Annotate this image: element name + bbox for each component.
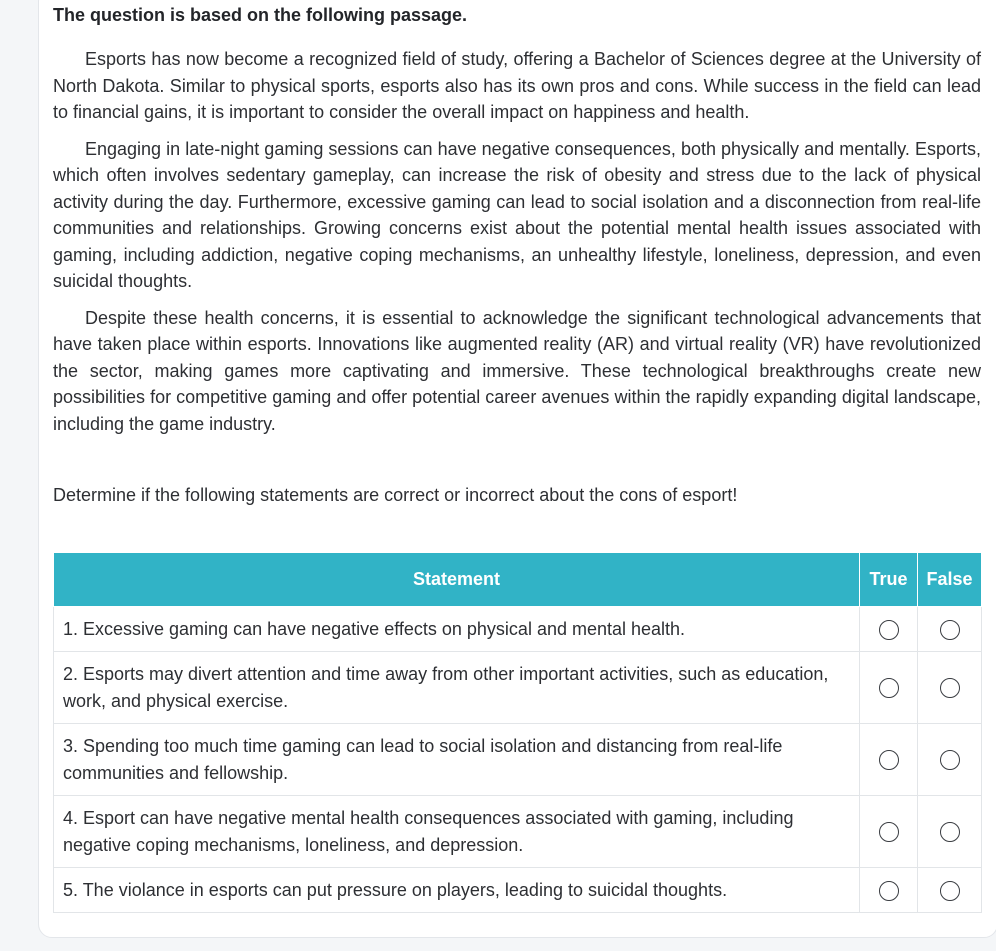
false-radio-4[interactable] bbox=[940, 822, 960, 842]
true-radio-5[interactable] bbox=[879, 881, 899, 901]
false-radio-2[interactable] bbox=[940, 678, 960, 698]
table-row bbox=[54, 652, 982, 724]
false-cell-3 bbox=[918, 724, 982, 796]
passage-paragraph-1: Esports has now become a recognized field of study, offering a Bachelor of Sciences degree at the University of North Dakota. Similar to physical sports, esports also has its own pros and cons. While success in the field can lead to financial gains, it is important to consider the overall impact on happiness and health. bbox=[53, 49, 981, 122]
true-radio-2[interactable] bbox=[879, 678, 899, 698]
table-row bbox=[54, 796, 982, 868]
false-radio-1[interactable] bbox=[940, 620, 960, 640]
true-cell-3 bbox=[860, 724, 918, 796]
true-cell-5 bbox=[860, 868, 918, 913]
false-cell-4 bbox=[918, 796, 982, 868]
true-cell-2 bbox=[860, 652, 918, 724]
statement-5: 5. The violance in esports can put pressure on players, leading to suicidal thoughts. bbox=[54, 868, 860, 913]
true-cell-1 bbox=[860, 607, 918, 652]
false-radio-5[interactable] bbox=[940, 881, 960, 901]
true-radio-4[interactable] bbox=[879, 822, 899, 842]
statement-1: 1. Excessive gaming can have negative effects on physical and mental health. bbox=[54, 607, 860, 652]
table-header-row bbox=[54, 553, 982, 607]
false-cell-1 bbox=[918, 607, 982, 652]
statement-3: 3. Spending too much time gaming can lead to social isolation and distancing from real-life communities and fellowship. bbox=[54, 724, 860, 796]
question-instruction: Determine if the following statements are correct or incorrect about the cons of esport! bbox=[53, 485, 738, 505]
question-content bbox=[53, 4, 981, 507]
false-radio-3[interactable] bbox=[940, 750, 960, 770]
statement-4: 4. Esport can have negative mental health consequences associated with gaming, including negative coping mechanisms, loneliness, and depression. bbox=[54, 796, 860, 868]
header-true: True bbox=[860, 553, 918, 607]
true-radio-1[interactable] bbox=[879, 620, 899, 640]
statement-table bbox=[53, 552, 982, 913]
header-false: False bbox=[918, 553, 982, 607]
true-cell-4 bbox=[860, 796, 918, 868]
statement-2: 2. Esports may divert attention and time away from other important activities, such as education, work, and physical exercise. bbox=[54, 652, 860, 724]
true-radio-3[interactable] bbox=[879, 750, 899, 770]
passage-paragraph-2: Engaging in late-night gaming sessions can have negative consequences, both physically and mentally. Esports, which often involves sedentary gameplay, can increase the risk of obesity and stress due to the lack of physical activity during the day. Furthermore, excessive gaming can lead to social isolation and a disconnection from real-life communities and relationships. Growing concerns exist about the potential mental health issues associated with gaming, including addiction, negative coping mechanisms, an unhealthy lifestyle, loneliness, depression, and even suicidal thoughts. bbox=[53, 138, 981, 291]
header-statement: Statement bbox=[54, 553, 860, 607]
false-cell-2 bbox=[918, 652, 982, 724]
table-row bbox=[54, 724, 982, 796]
table-row bbox=[54, 868, 982, 913]
table-row bbox=[54, 607, 982, 652]
passage-paragraph-3: Despite these health concerns, it is essential to acknowledge the significant technological advancements that have taken place within esports. Innovations like augmented reality (AR) and virtual reality (VR) have revolutionized the sector, making games more captivating and immersive. These technological breakthroughs create new possibilities for competitive gaming and offer potential career avenues within the rapidly expanding digital landscape, including the game industry. bbox=[53, 307, 981, 434]
question-heading: The question is based on the following passage. bbox=[53, 5, 468, 25]
false-cell-5 bbox=[918, 868, 982, 913]
